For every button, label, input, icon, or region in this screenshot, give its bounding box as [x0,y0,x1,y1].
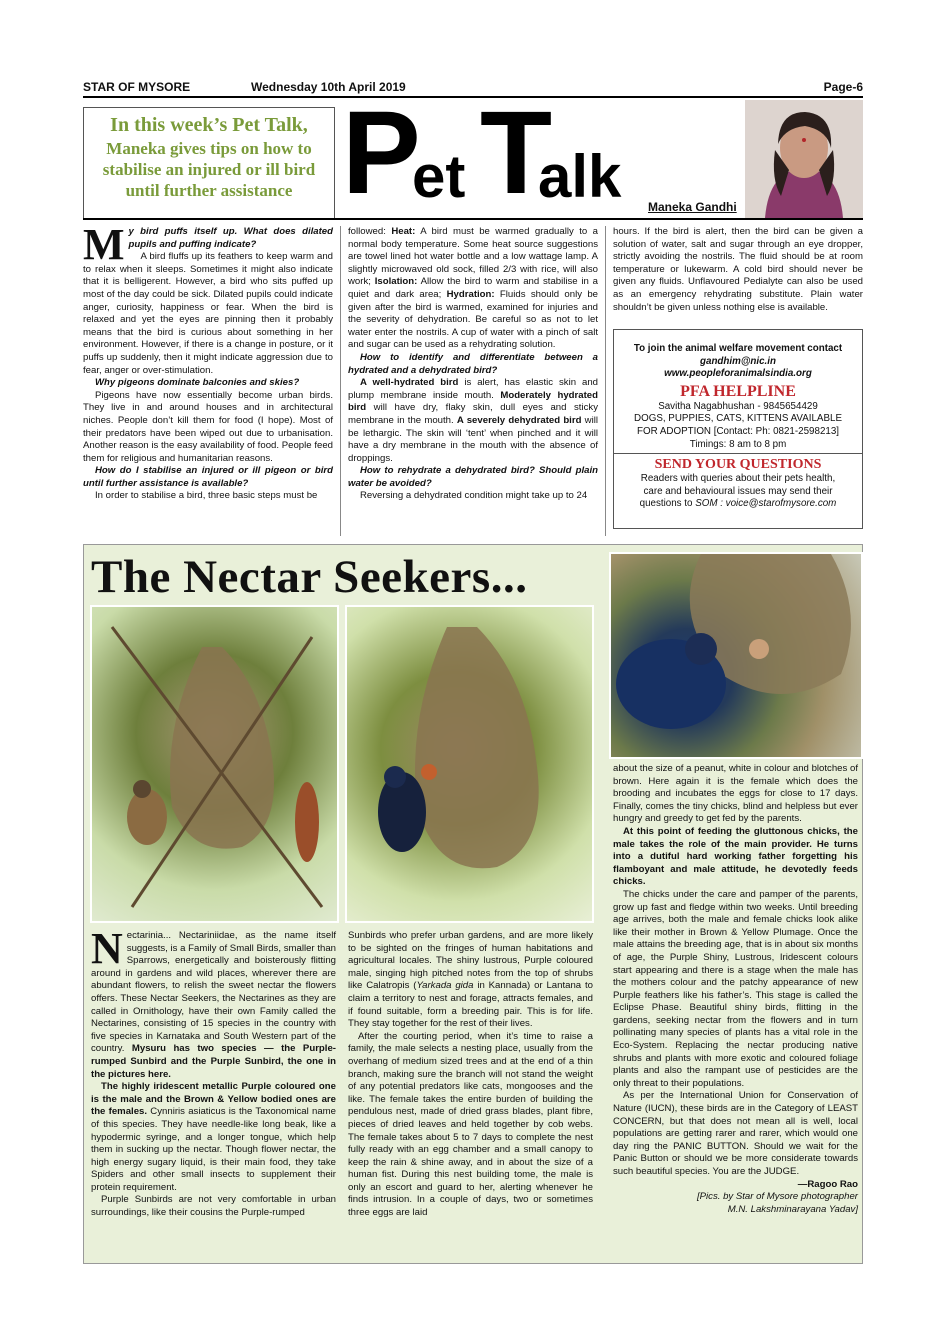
feature-title: The Nectar Seekers... [91,551,528,603]
adoption-line-1: DOGS, PUPPIES, CATS, KITTENS AVAILABLE [634,413,842,425]
answer-1: A bird fluffs up its feathers to keep warm and to relax when it sleeps. Sometimes it might also indicate that it is belligerent. However, a bird who sits puffed up most of the day could be sick. Dilated pupils could indicate anger, curiosity, happiness or fear. When the bird is relaxed and yet the eyes are pinning then it probably means that the bird is curious about something in her environment. However, if there is a change in posture, or it puffs up suddenly, then it might indicate aggression due to fear, anger or over-stimulation. [83,251,333,376]
photo-credit-2: M.N. Lakshminarayana Yadav] [727,1203,858,1215]
logo-word-alk: alk [538,143,622,210]
helpline-timings: Timings: 8 am to 8 pm [689,438,787,450]
paper-name: STAR OF MYSORE [83,80,191,94]
send-line-2: care and behavioural issues may send their [643,485,833,497]
feature-paragraph-4-text: Sunbirds who prefer urban gardens, and are more likely to be sighted on the fringes of human habitations and agricultural locales. The shiny lustrous, Purple coloured male, singing high pitched notes from the top of shrubs like Calatropis ( [348,930,593,992]
answer-4 [348,377,598,465]
feature-paragraph-6: about the size of a peanut, white in colour and blotches of brown. Here again it is the female which does the brooding and incubates the eggs for close to 17 days. Finally, comes the tiny chicks, blind and helpless but ever hungry and greedy to get fed by the parents. [613,763,858,825]
steps-lead: followed: [348,226,392,237]
logo-letter-t: T [480,87,553,219]
header-rule [83,218,863,220]
nest-illustration-3 [611,554,863,759]
hydration-label: Hydration: [446,288,495,300]
send-questions-title: SEND YOUR QUESTIONS [654,457,822,473]
helpline-contact: Savitha Nagabhushan - 9845654429 [658,400,818,412]
feature-paragraph-4 [348,930,593,1031]
portrait-illustration [745,100,863,218]
feature-paragraph-4-end: in Kannada) or Lantana to claim a territory to nest and forage, attracts females, and if found suitable, form a breeding pair. This is for life. They stay together for the rest of their lives. [348,980,593,1030]
answer-5-continued: hours. If the bird is alert, then the bird can be given a solution of water, salt and sugar through an eye dropper, strictly avoiding the nostrils. The fluid should be at room temperature or lukewarm. A cold bird should never be given any fluids. Unflavoured Pedialyte can also be used as an emergency rehydrating substitute. Plain water shouldn’t be given unless nothing else is available. [613,226,863,313]
nest-illustration-2 [347,607,594,923]
answer-2: Pigeons have now essentially become urban birds. They live in and around houses and in architectural niches. People don’t kill them for food (I hope). Most of their predators have been wiped out due to urbanisation. Another reason is the easy availability of food. People feed them for religious and humanitarian reasons. [83,389,333,464]
feature-paragraph-2-bold: The highly iridescent metallic Purple coloured one is the male and the Brown & Yellow bodied ones are the females. [91,1081,336,1118]
author-name: Maneka Gandhi [648,200,737,214]
moderate-text: will have dry, flaky skin, dull eyes and sticky membrane in the mouth. [348,402,598,426]
info-divider [614,453,862,454]
send-line-3 [614,498,862,511]
question-4: How to identify and differentiate between a hydrated and a dehydrated bird? [348,351,598,376]
sunbird-feeding-photo [609,552,863,759]
send-line-3-som: SOM [695,498,718,510]
join-text: To join the animal welfare movement contact [633,343,843,354]
moderate-label: Moderately hydrated bird [348,389,598,414]
stabilise-steps [348,226,598,352]
send-line-1: Readers with queries about their pets health, [640,473,836,485]
page-number: Page-6 [823,80,863,94]
article-column-2 [348,226,598,503]
question-2: Why pigeons dominate balconies and skies? [95,377,300,389]
hydration-text: Fluids should only be given after the bird is warmed, examined for injuries and the severity of dehydration. Be careful so as not to let water enter the nostrils. A cup of water with a pinch of salt and sugar can be used as a rehydrating solution. [348,288,598,351]
intro-line-2: Maneka gives tips on how to [106,139,312,158]
send-line-3-email: : voice@starofmysore.com [717,498,837,510]
intro-line-4: until further assistance [125,181,293,200]
feature-signature: —Ragoo Rao [797,1178,858,1190]
column-divider [605,226,606,536]
heat-text: A bird must be warmed gradually to a normal body temperature. Some heat source suggestions are towel lined hot water bottle and a low wattage lamp. A slightly microwaved old sock, filled 2/3 with rice, will also work; [348,226,599,288]
author-portrait [745,100,863,218]
well-hydrated-text: is alert, has elastic skin and plump membrane inside mouth. [348,377,598,401]
well-hydrated-label: A well-hydrated bird [360,377,459,389]
logo-letter-p: P [342,87,421,219]
send-line-3-lead: questions to [639,498,696,510]
severe-label: A severely dehydrated bird [456,414,582,426]
feature-paragraph-7: At this point of feeding the gluttonous chicks, the male takes the role of the main provider. He turns into a dutiful hard working father forgetting his flamboyant and male attitude, he devotedly feeds chicks. [613,825,858,888]
kannada-name: Yarkada gida [416,980,474,992]
adoption-line-2: FOR ADOPTION [Contact: Ph: 0821-2598213] [636,425,840,437]
logo-word-et: et [412,143,466,210]
sunbird-male-photo [345,605,594,923]
question-3: How do I stabilise an injured or ill pigeon or bird until further assistance is available? [83,465,333,489]
feature-column-1 [91,924,336,1220]
feature-paragraph-3: Purple Sunbirds are not very comfortable in urban surroundings, like their cousins the Purple-rumped [91,1194,336,1219]
feature-paragraph-5: After the courting period, when it’s time to raise a family, the male selects a nesting place, usually from the overhang of medium sized trees and at the end of a thin branch, making sure the branch will not stand the weight of any potential predators like cats, mongooses and the like. The female takes the entire burden of building the pendulous nest, made of dried grass blades, plant fibre, pieces of dried leaves and held together by cob webs. The female takes about 5 to 7 days to complete the nest fully ready with an egg chamber and a small canopy to keep the rain & shine away, and in about the size of a human fist. During this nest building tome, the male is only an escort and guard to her, alerting whenever he finds intrusion. In a couple of days, two or sometimes three eggs are laid [348,1030,593,1219]
feature-column-2 [348,930,593,1220]
masthead [83,80,863,98]
answer-3: In order to stabilise a bird, three basic steps must be [95,490,318,502]
feature-column-3 [613,763,858,1216]
issue-date: Wednesday 10th April 2019 [251,80,406,94]
feature-paragraph-2-text: Cynniris asiaticus is the Taxonomical name of this species. They have needle-like long beak, like a hypodermic syringe, and a longer tongue, which help them in sucking up the nectar. Though flower nectar, the high energy sugary liquid, is their main food, they take Spiders and other small insects to supplement their protein requirement. [91,1106,336,1193]
feature-paragraph-1-bold: Mysuru has two species — the Purple-rumped Sunbird and the Purple Sunbird, the one in the pictures here. [91,1043,336,1080]
feature-paragraph-1 [91,924,336,1081]
info-box [613,329,863,529]
column-divider [340,226,341,536]
article-dropcap: M [83,220,125,269]
feature-paragraph-1-text: ectarinia... Nectariniidae, as the name itself suggests, is a Family of Small Birds, smaller than Sparrows, energetically and boisterously flitting around in gardens and wild places, wherever there are abundant flowers, to relish the sweet nectar the flowers offers. These Nectar Seekers, the Nectarines as they are called in Ornithology, have their own Family called the Nectarines, consisting of 15 species in the country with five species in Karnataka and South Western part of the country. [91,930,336,1055]
feature-dropcap: N [91,924,123,973]
contact-website: www.peopleforanimalsindia.org [664,368,812,380]
article-column-3 [613,226,863,314]
article-column-1 [83,220,333,503]
photo-credit-1: [Pics. by Star of Mysore photographer [696,1191,858,1203]
answer-5: Reversing a dehydrated condition might take up to 24 [360,490,588,502]
isolation-text: Allow the bird to warm and stabilise in a quiet and dark area; [348,276,598,300]
sunbird-female-photo [90,605,339,923]
intro-line-3: stabilise an injured or ill bird [102,160,316,179]
question-1: y bird puffs itself up. What does dilated pupils and puffing indicate? [128,226,333,250]
severe-text: will be lethargic. The skin will ‘tent’ when pinched and it will have a dry membrane in the mouth with the absence of droppings. [348,414,598,464]
feature-paragraph-9: As per the International Union for Conservation of Nature (IUCN), these birds are in the Category of LEAST CONCERN, but that does not mean all is well, local populations are getting rarer and rarer, which would one day ring the PANIC BUTTON. Should we wait for the Panic Button or should we be more considerate towards such beautiful species. You are the JUDGE. [613,1090,858,1177]
intro-box [83,107,335,219]
isolation-label: Isolation: [374,276,418,288]
pet-talk-logo [340,87,640,219]
nest-illustration-1 [92,607,339,923]
feature-paragraph-8: The chicks under the care and pamper of the parents, grow up fast and fledge within two weeks. Until breeding age arrives, both the male and female chicks look alike like their mother in Brown & Yellow Plumage. Once the male attains the breeding age, that is in about six months of age, the Purple Shiny, Lustrous, Iridescent colours start appearing and there is a stage when the male has the mothers colour and the patchy appearance of new Purple feathers like his father’s. This stage is called the Eclipse Phase. Beautiful shiny birds, flitting in the gardens, seeking nectar from the flowers and in turn pollinating many species of plants has a vital role in the Eco-System. Replacing the nectar producing native shrubs and plants with more exotic and coloured foliage plants and also the rampant use of pesticides are the only threat to their populations. [613,888,858,1089]
question-5: How to rehydrate a dehydrated bird? Should plain water be avoided? [348,465,598,489]
intro-line-1: In this week’s Pet Talk, [110,114,308,136]
feature-paragraph-2 [91,1081,336,1194]
helpline-title: PFA HELPLINE [680,382,796,400]
contact-email: gandhim@nic.in [700,355,776,367]
heat-label: Heat: [391,226,416,237]
